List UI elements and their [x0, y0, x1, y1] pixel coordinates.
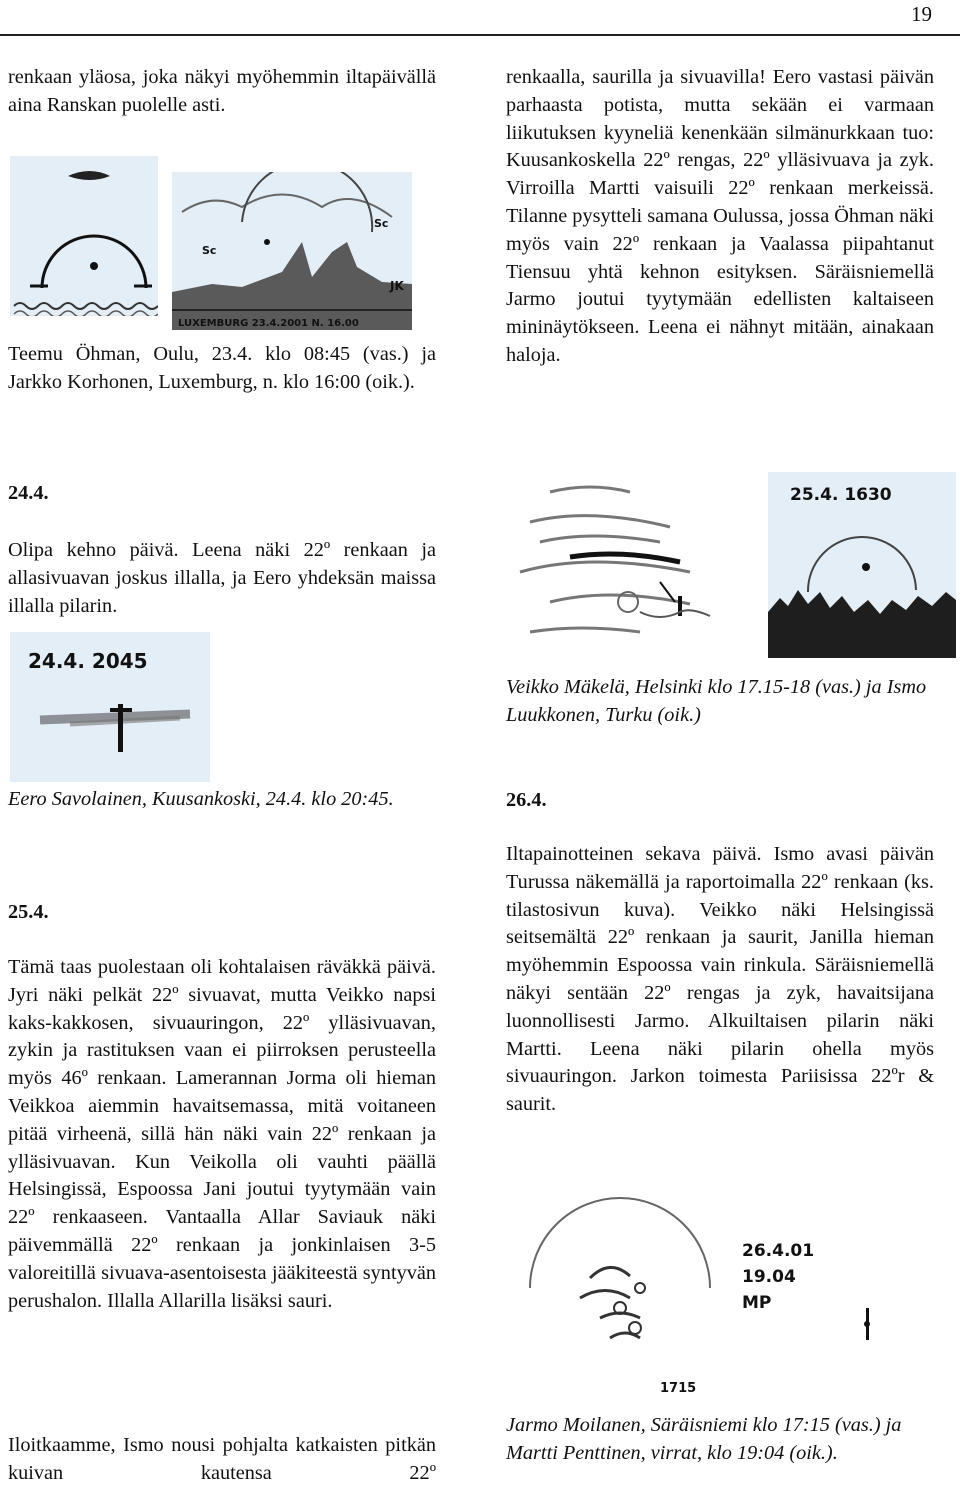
- heading-24-4: 24.4.: [8, 482, 49, 504]
- caption-helsinki-turku: Veikko Mäkelä, Helsinki klo 17.15-18 (vas.) ja Ismo Luukkonen, Turku (oik.): [506, 676, 927, 726]
- saraisniemi-time: 1715: [660, 1381, 697, 1396]
- luxemburg-sc-label-2: Sc: [374, 217, 389, 230]
- heading-26-4: 26.4.: [506, 789, 547, 811]
- heading-25-4: 25.4.: [8, 901, 49, 923]
- paragraph-25-4: Tämä taas puolestaan oli kohtalaisen räväkkä päivä. Jyri näki pelkät 22º sivuavat, mutta Veikko napsi kaks-kakkosen, sivuauringon, 22º ylläsivuavan, zykin ja rastituksen vaan ei piirroksen perusteella myös 46º renkaan. Lamerannan Jorma oli hieman Veikkoa aiemmin havaitsemassa, mitä voitaneen pitää virheenä, sillä hän näki vain 22º renkaan ja ylläsivuavan. Kun Veikolla oli vauhti päällä Helsingissä, Espoossa Jani joutui tyytymään vain 22º renkaaseen. Vantaalla Allar Saviauk näki päivemmällä 22º renkaan ja jonkinlaisen 3-5 valoreitillä sivuava-asentoisesta jääkiteestä syntyvän perushalon. Illalla Allarilla lisäksi sauri.: [8, 956, 436, 1312]
- luxemburg-sc-label-1: Sc: [202, 244, 217, 257]
- luxemburg-initials: JK: [390, 279, 404, 293]
- kuusankoski-label: 24.4. 2045: [28, 649, 148, 673]
- paragraph-tail: Iloitkaamme, Ismo nousi pohjalta katkaisten pitkän kuivan kautensa 22º: [8, 1434, 436, 1484]
- luxemburg-footer-label: LUXEMBURG 23.4.2001 N. 16.00: [178, 318, 359, 329]
- sketch-virrat: [736, 1232, 924, 1402]
- sketch-oulu-halo: [10, 156, 158, 316]
- sketch-turku: [768, 472, 956, 658]
- caption-kuusankoski: Eero Savolainen, Kuusankoski, 24.4. klo 20:45.: [8, 788, 394, 810]
- virrat-initials: MP: [742, 1293, 772, 1313]
- paragraph-24-4: Olipa kehno päivä. Leena näki 22º renkaan ja allasivuavan joskus illalla, ja Eero yhdeksän maissa illalla pilarin.: [8, 539, 436, 617]
- header-rule: [0, 34, 960, 36]
- sketch-kuusankoski-pillar: [10, 632, 210, 782]
- caption-saraisniemi-virrat: Jarmo Moilanen, Säräisniemi klo 17:15 (vas.) ja Martti Penttinen, virrat, klo 19:04 (oik.).: [506, 1414, 902, 1464]
- caption-oulu-luxemburg: Teemu Öhman, Oulu, 23.4. klo 08:45 (vas.) ja Jarkko Korhonen, Luxemburg, n. klo 16:00 (oik.).: [8, 343, 436, 393]
- sketch-helsinki: [510, 462, 750, 662]
- paragraph-26-4: Iltapainotteinen sekava päivä. Ismo avasi päivän Turussa näkemällä ja raportoimalla 22º renkaan (ks. tilastosivun kuva). Veikko näki Helsingissä seitsemältä 22º renkaan ja saurit, Janilla hieman myöhemmin Espoossa vain rinkula. Säräisniemellä näkyi sentään 22º rengas ja zyk, havaitsijana luonnollisesti Jarmo. Alkuiltaisen pilarin näki Martti. Leena näki pilarin ohella myös sivuauringon. Jarkon toimesta Pariisissa 22ºr & saurit.: [506, 843, 934, 1116]
- right-continuation-paragraph: renkaalla, saurilla ja sivuavilla! Eero vastasi päivän parhaasta potista, mutta sekään ei varmaan liikutuksen kyyneliä kenenkään silmänurkkaan tuo: Kuusankoskella 22º rengas, 22º ylläsivuava ja zyk. Virroilla Martti vaisuili 22º renkaan merkeissä. Tilanne pysytteli samana Oulussa, jossa Öhman näki myös vain 22º renkaan ja Vaalassa piipahtanut Tiensuu yhtä kehnon esityksen. Säräisniemellä Jarmo joutui tyytymään edellisten kaltaiseen mininäytökseen. Leena ei nähnyt mitään, ainakaan haloja.: [506, 66, 934, 366]
- sketch-saraisniemi: [510, 1168, 736, 1400]
- virrat-time: 19.04: [742, 1267, 796, 1287]
- sketch-luxemburg: [172, 172, 412, 330]
- intro-paragraph: renkaan yläosa, joka näkyi myöhemmin iltapäivällä aina Ranskan puolelle asti.: [8, 66, 436, 116]
- turku-label: 25.4. 1630: [790, 485, 892, 505]
- page-number: 19: [911, 2, 932, 26]
- virrat-date: 26.4.01: [742, 1241, 815, 1261]
